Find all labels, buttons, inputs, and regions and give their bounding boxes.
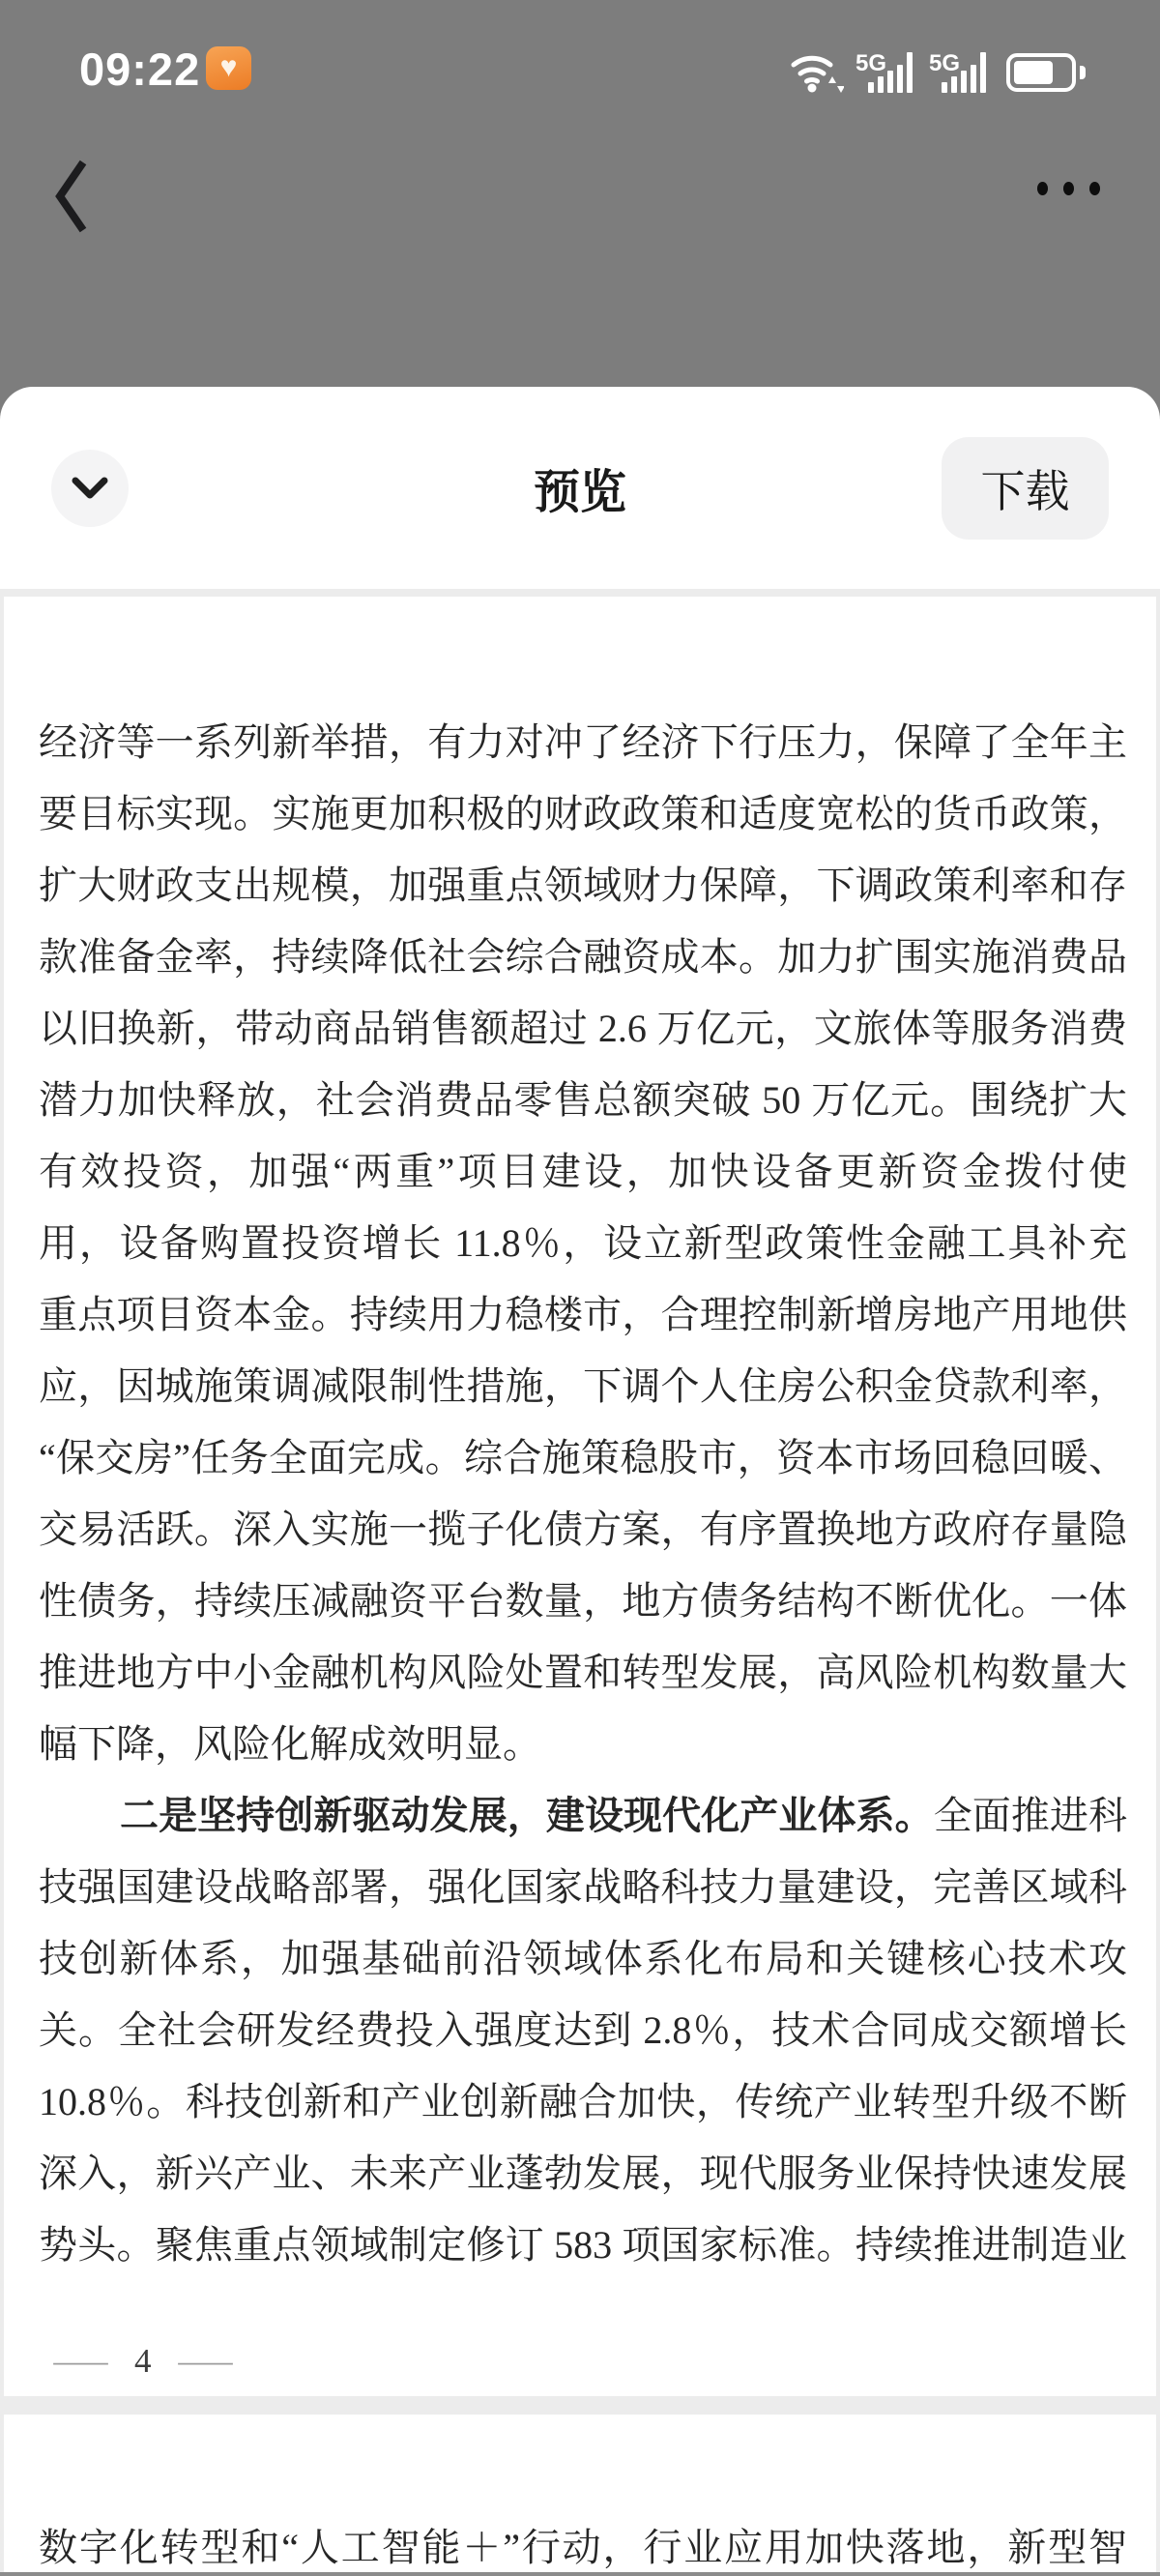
page-text bbox=[4, 2415, 1156, 2576]
document-line: 势头。聚焦重点领域制定修订 583 项国家标准。持续推进制造业 bbox=[39, 2223, 1127, 2267]
document-line: 技强国建设战略部署，强化国家战略科技力量建设，完善区域科 bbox=[39, 1865, 1127, 1909]
document-page-5 bbox=[4, 2415, 1156, 2576]
ellipsis-icon bbox=[1037, 182, 1048, 195]
page-gap bbox=[0, 2396, 1160, 2415]
sim1-5g-label: 5G bbox=[856, 50, 887, 76]
screen-bottom-edge bbox=[0, 2572, 1160, 2576]
footer-dash: — bbox=[53, 2342, 108, 2380]
document-line: 应，因城施策调减限制性措施，下调个人住房公积金贷款利率， bbox=[39, 1364, 1127, 1408]
status-icons bbox=[790, 48, 1086, 93]
page-text bbox=[4, 597, 1156, 2281]
health-heart-app-icon bbox=[206, 46, 251, 90]
page-title: 预览 bbox=[533, 466, 626, 518]
document-line: “保交房”任务全面完成。综合施策稳股市，资本市场回稳回暖、 bbox=[39, 1436, 1127, 1479]
document-line: 关。全社会研发经费投入强度达到 2.8％，技术合同成交额增长 bbox=[39, 2008, 1127, 2052]
sheet-header bbox=[0, 387, 1160, 589]
back-button[interactable] bbox=[46, 153, 104, 240]
sim2-signal-icon bbox=[929, 50, 991, 93]
document-line: 推进地方中小金融机构风险处置和转型发展，高风险机构数量大 bbox=[39, 1651, 1127, 1694]
page-number: 4 bbox=[134, 2342, 152, 2380]
document-preview-scroll-area[interactable] bbox=[0, 589, 1160, 2576]
document-line: 以旧换新，带动商品销售额超过 2.6 万亿元，文旅体等服务消费 bbox=[39, 1007, 1127, 1050]
battery-fill bbox=[1014, 61, 1053, 84]
document-line: 要目标实现。实施更加积极的财政政策和适度宽松的货币政策， bbox=[39, 792, 1127, 835]
clock: 09:22 bbox=[79, 44, 201, 95]
document-line: 二是坚持创新驱动发展，建设现代化产业体系。全面推进科 bbox=[120, 1794, 1128, 1837]
nav-bar bbox=[0, 145, 1160, 251]
document-line: 幅下降，风险化解成效明显。 bbox=[39, 1722, 541, 1766]
document-line: 款准备金率，持续降低社会综合融资成本。加力扩围实施消费品 bbox=[39, 935, 1127, 979]
download-button[interactable]: 下载 bbox=[942, 437, 1109, 540]
document-line: 重点项目资本金。持续用力稳楼市，合理控制新增房地产用地供 bbox=[39, 1293, 1127, 1336]
battery-icon bbox=[1006, 52, 1086, 93]
status-bar bbox=[0, 0, 1160, 106]
wifi-icon bbox=[790, 48, 844, 93]
sim1-signal-icon bbox=[856, 50, 917, 93]
document-line: 有效投资，加强“两重”项目建设，加快设备更新资金拨付使 bbox=[39, 1150, 1127, 1193]
document-line: 扩大财政支出规模，加强重点领域财力保障，下调政策利率和存 bbox=[39, 864, 1127, 907]
page-number-footer bbox=[53, 2341, 1156, 2382]
more-options-button[interactable] bbox=[1037, 182, 1100, 195]
document-line: 10.8％。科技创新和产业创新融合加快，传统产业转型升级不断 bbox=[39, 2080, 1127, 2123]
document-line: 交易活跃。深入实施一揽子化债方案，有序置换地方政府存量隐 bbox=[39, 1508, 1127, 1551]
document-line: 性债务，持续压减融资平台数量，地方债务结构不断优化。一体 bbox=[39, 1579, 1127, 1623]
document-line: 深入，新兴产业、未来产业蓬勃发展，现代服务业保持快速发展 bbox=[39, 2152, 1127, 2195]
document-line: 用，设备购置投资增长 11.8％，设立新型政策性金融工具补充 bbox=[39, 1221, 1127, 1265]
preview-sheet bbox=[0, 387, 1160, 2576]
sim1-signal-bars bbox=[868, 52, 913, 93]
sim2-signal-bars bbox=[942, 52, 986, 93]
document-line: 数字化转型和“人工智能＋”行动，行业应用加快落地，新型智 bbox=[39, 2526, 1127, 2569]
footer-dash: — bbox=[178, 2342, 232, 2380]
document-line: 技创新体系，加强基础前沿领域体系化布局和关键核心技术攻 bbox=[39, 1937, 1127, 1980]
document-page-4 bbox=[4, 597, 1156, 2396]
bold-lead-text: 二是坚持创新驱动发展，建设现代化产业体系。 bbox=[120, 1794, 934, 1837]
document-line: 经济等一系列新举措，有力对冲了经济下行压力，保障了全年主 bbox=[39, 720, 1127, 764]
document-line: 潜力加快释放，社会消费品零售总额突破 50 万亿元。围绕扩大 bbox=[39, 1078, 1127, 1122]
chevron-left-icon bbox=[46, 153, 104, 240]
sim2-5g-label: 5G bbox=[929, 50, 961, 76]
heart-icon: ♥ bbox=[219, 50, 238, 83]
